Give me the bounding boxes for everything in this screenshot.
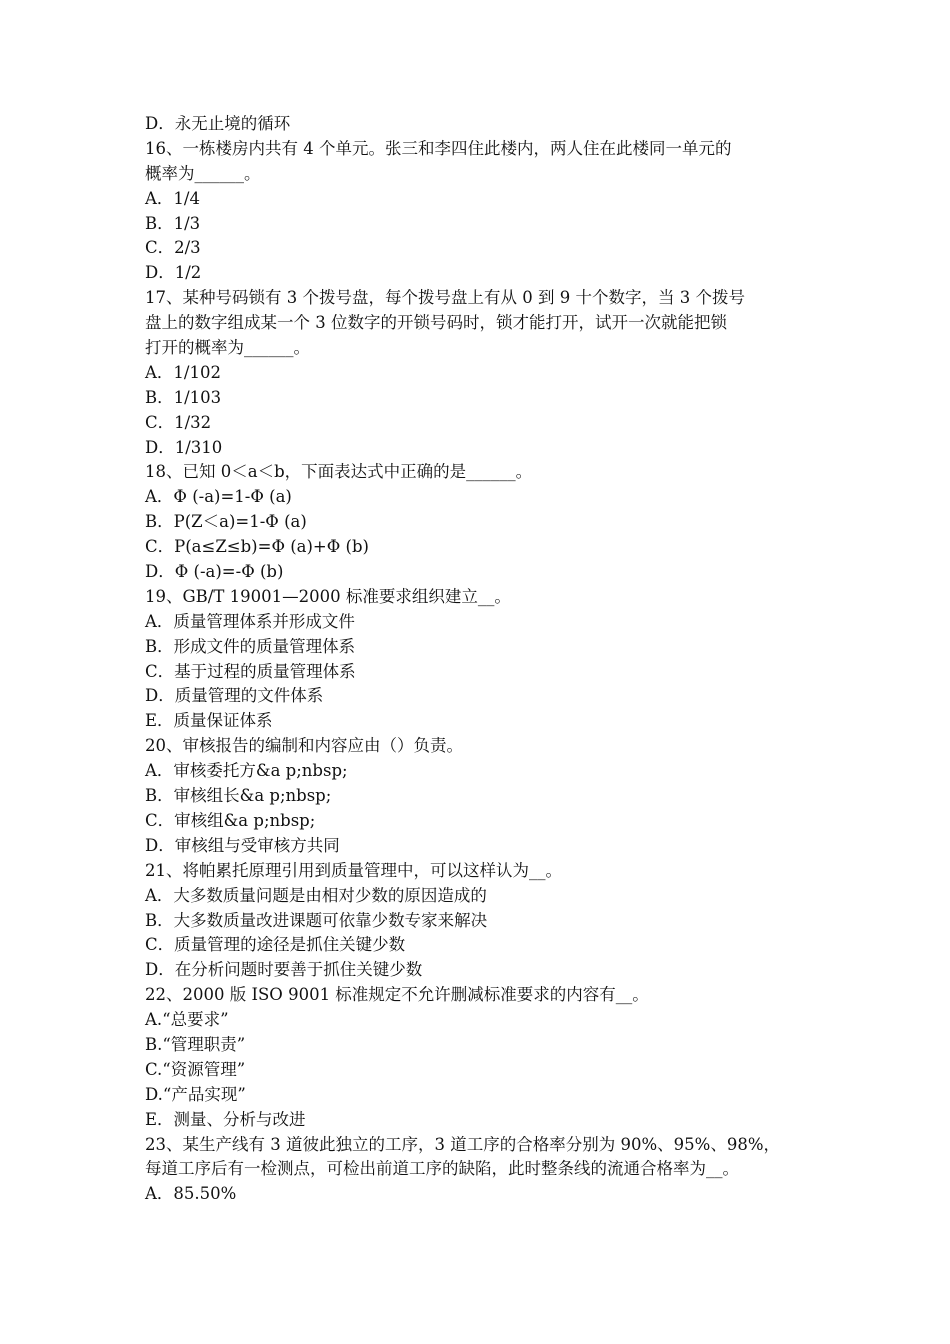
- option-line: B．P(Z＜a)=1-Φ (a): [145, 512, 307, 532]
- option-line: D．1/2: [145, 263, 202, 283]
- question-21-text: 21、将帕累托原理引用到质量管理中，可以这样认为__。: [145, 860, 562, 880]
- option-line: C．1/32: [145, 412, 212, 432]
- question-23-text-cont: 每道工序后有一检测点，可检出前道工序的缺陷，此时整条线的流通合格率为__。: [145, 1159, 739, 1179]
- question-17-text-cont: 盘上的数字组成某一个 3 位数字的开锁号码时，锁才能打开，试开一次就能把锁: [145, 313, 727, 333]
- question-17-text: 17、某种号码锁有 3 个拨号盘，每个拨号盘上有从 0 到 9 十个数字，当 3 个拨号: [145, 288, 745, 308]
- option-line: D.“产品实现”: [145, 1084, 246, 1104]
- option-line: A．1/102: [145, 362, 221, 382]
- question-17-text-cont: 打开的概率为______。: [145, 338, 310, 358]
- question-16-text: 16、一栋楼房内共有 4 个单元。张三和李四住此楼内，两人住在此楼同一单元的: [145, 138, 732, 158]
- question-18-text: 18、已知 0＜a＜b，下面表达式中正确的是______。: [145, 462, 533, 482]
- option-line: E．质量保证体系: [145, 711, 273, 731]
- option-line: C.“资源管理”: [145, 1059, 246, 1079]
- option-line: D．审核组与受审核方共同: [145, 835, 340, 855]
- option-line: D．在分析问题时要善于抓住关键少数: [145, 960, 423, 980]
- option-line: C．2/3: [145, 238, 201, 258]
- option-line: A．Φ (-a)=1-Φ (a): [145, 487, 292, 507]
- option-line: D．质量管理的文件体系: [145, 686, 324, 706]
- option-line: C．基于过程的质量管理体系: [145, 661, 356, 681]
- option-line: A．85.50%: [145, 1184, 237, 1204]
- option-line: D．永无止境的循环: [145, 114, 291, 133]
- option-line: A．大多数质量问题是由相对少数的原因造成的: [145, 885, 487, 905]
- option-line: A．1/4: [145, 188, 200, 208]
- option-line: A．质量管理体系并形成文件: [145, 611, 355, 631]
- option-line: B．大多数质量改进课题可依靠少数专家来解决: [145, 910, 488, 930]
- option-line: A.“总要求”: [145, 1010, 229, 1030]
- option-line: B.“管理职责”: [145, 1034, 246, 1054]
- option-line: A．审核委托方&a p;nbsp;: [145, 761, 348, 781]
- question-16-text-cont: 概率为______。: [145, 163, 261, 183]
- option-line: B．审核组长&a p;nbsp;: [145, 786, 332, 806]
- question-20-text: 20、审核报告的编制和内容应由（）负责。: [145, 736, 463, 756]
- question-23-text: 23、某生产线有 3 道彼此独立的工序，3 道工序的合格率分别为 90%、95%、98%，: [145, 1134, 780, 1154]
- option-line: B．1/103: [145, 387, 222, 407]
- option-line: B．形成文件的质量管理体系: [145, 636, 356, 656]
- question-19-text: 19、GB/T 19001—2000 标准要求组织建立__。: [145, 586, 511, 606]
- option-line: C．P(a≤Z≤b)=Φ (a)+Φ (b): [145, 537, 369, 557]
- option-line: B．1/3: [145, 213, 201, 233]
- option-line: D．1/310: [145, 437, 223, 457]
- option-line: C．审核组&a p;nbsp;: [145, 810, 316, 830]
- document-page: [145, 112, 815, 1207]
- question-22-text: 22、2000 版 ISO 9001 标准规定不允许删减标准要求的内容有__。: [145, 985, 649, 1005]
- option-line: E．测量、分析与改进: [145, 1109, 306, 1129]
- option-line: C．质量管理的途径是抓住关键少数: [145, 935, 406, 955]
- option-line: D．Φ (-a)=-Φ (b): [145, 562, 284, 582]
